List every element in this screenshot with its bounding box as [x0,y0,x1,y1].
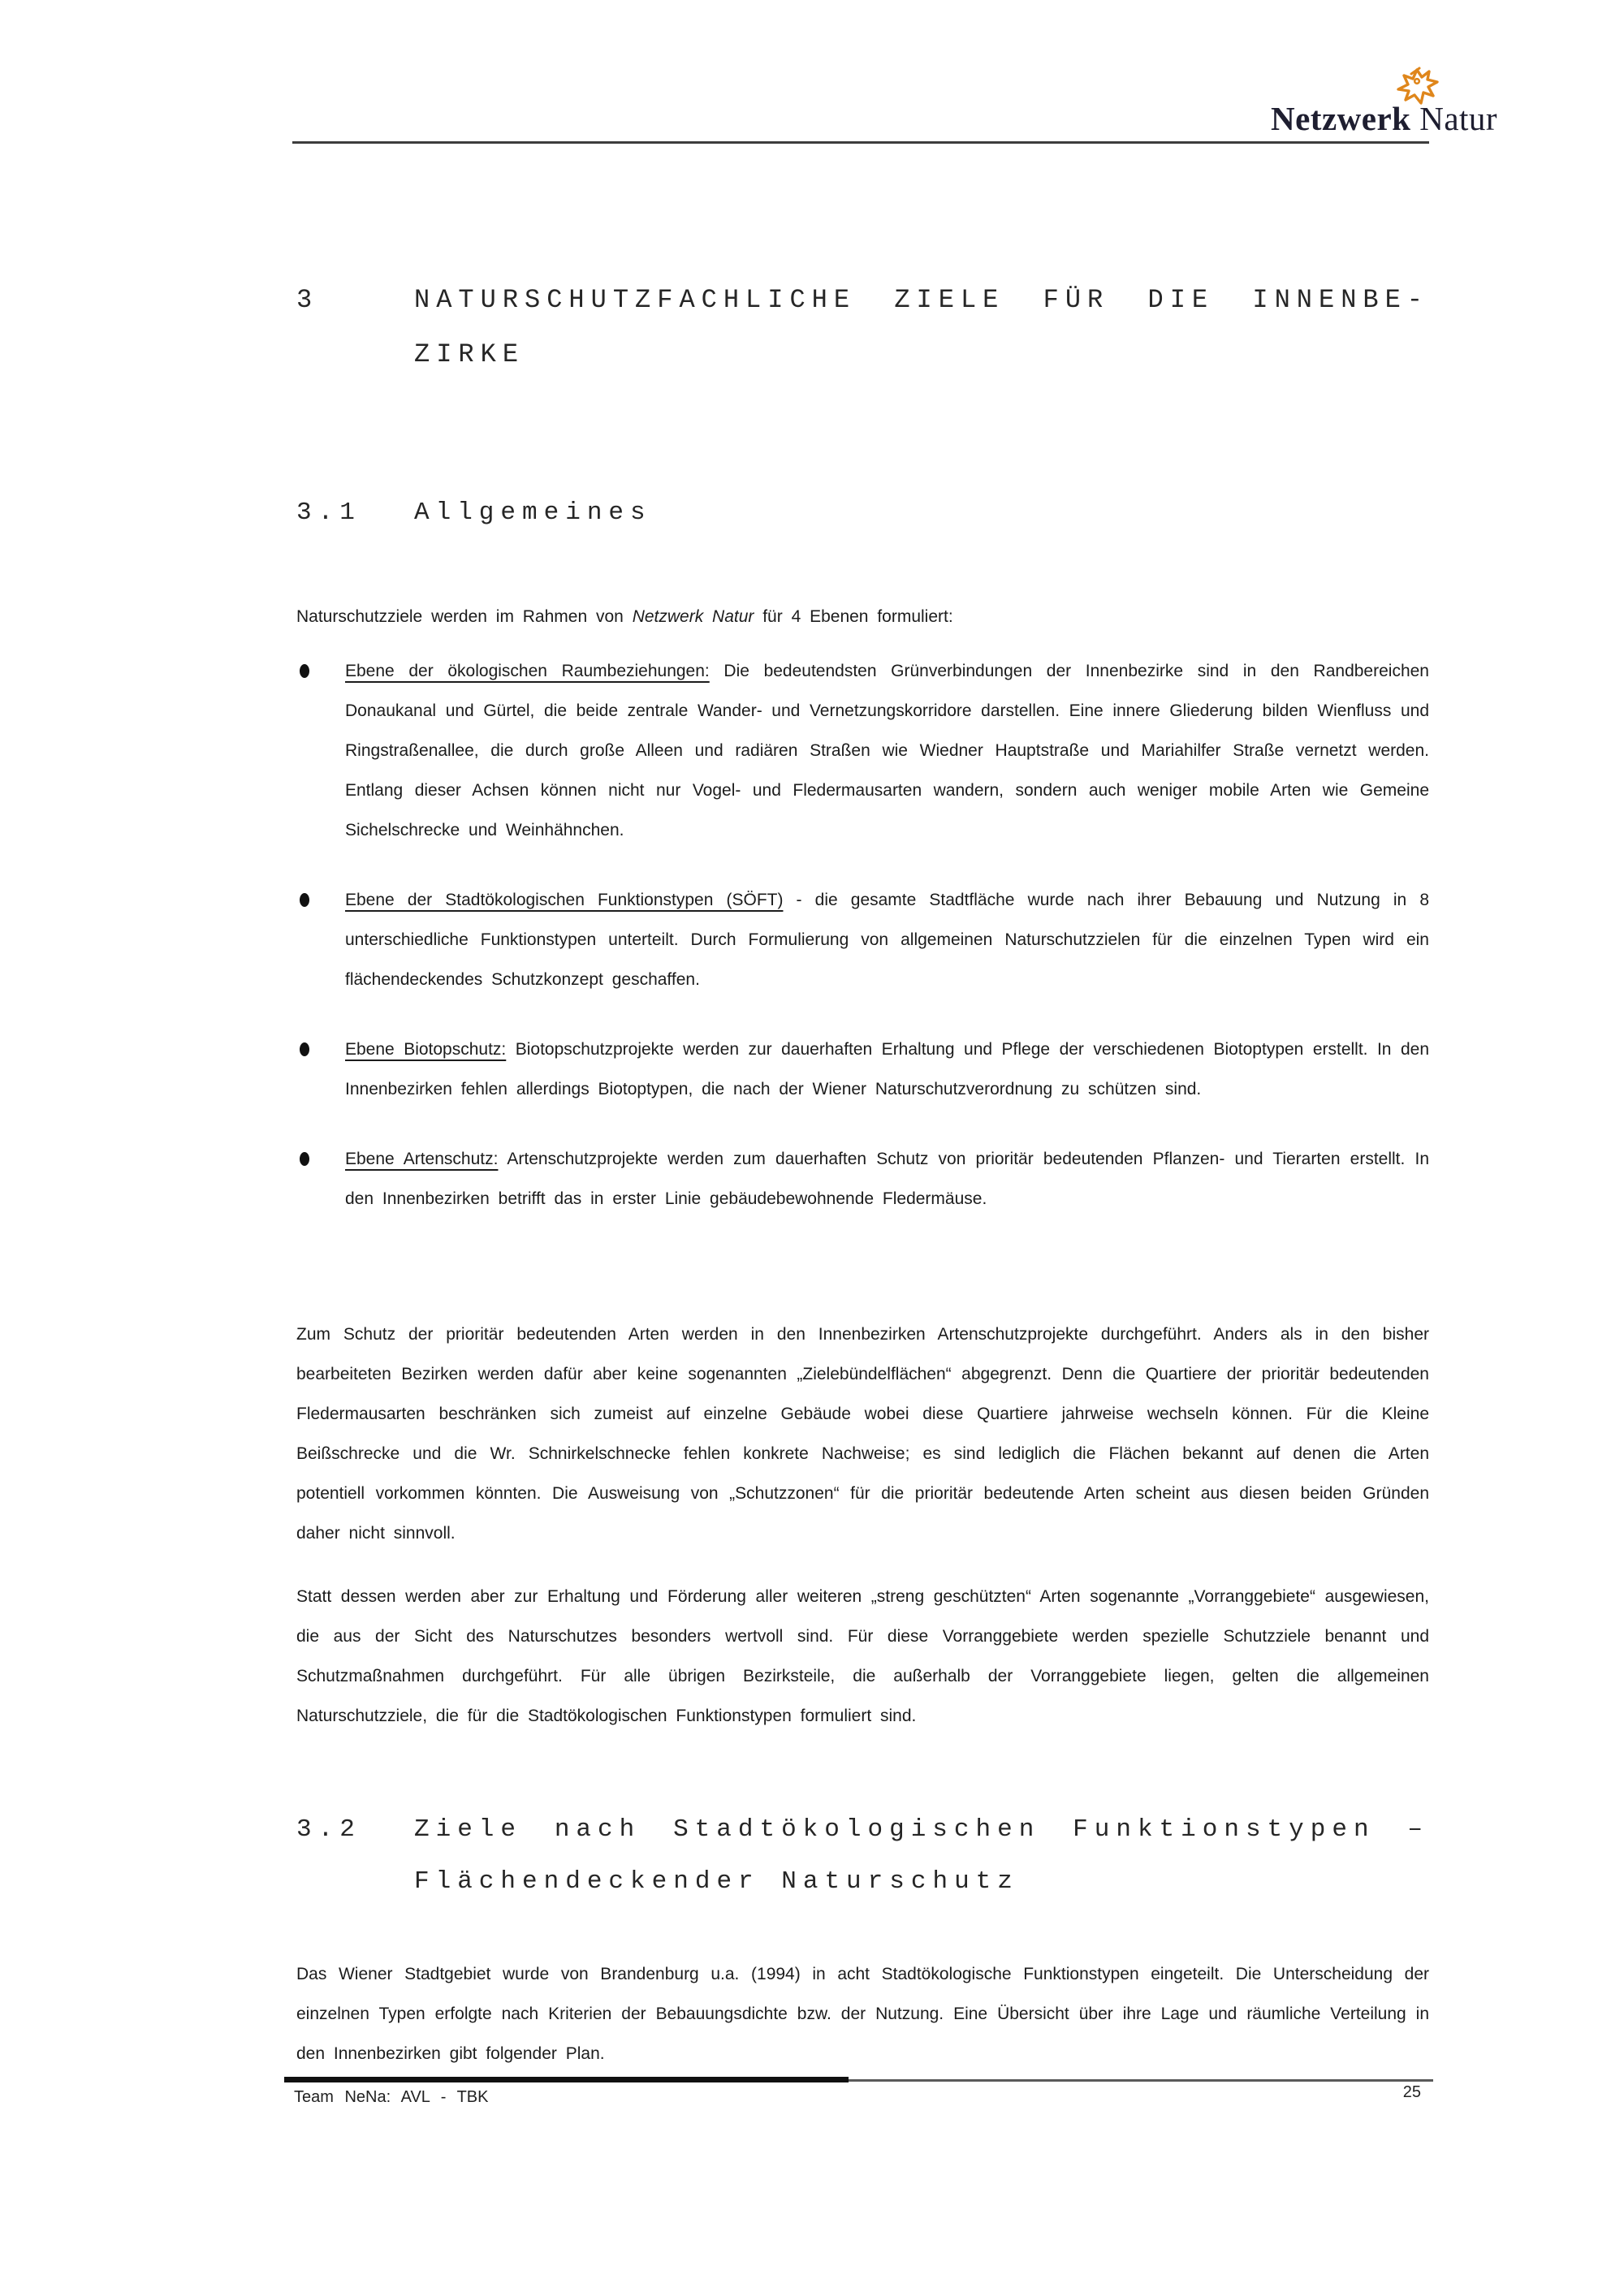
footer-rule-thick [284,2077,849,2082]
body-paragraph-stadtgebiet: Das Wiener Stadtgebiet wurde von Brandenburg u.a. (1994) in acht Stadtökologische Funktionstypen eingeteilt. Die Unterscheidung der einzelnen Typen erfolgte nach Kriterien der Bebauungsdichte bzw. der Nutzung. Eine Übersicht über ihre Lage und räumliche Verteilung in den Innenbezirken gibt folgender Plan. [296,1965,1429,2063]
bullet-dot-icon [300,1152,309,1166]
section-32-title-line1: Ziele nach Stadtökologischen Funktionstypen – [414,1815,1429,1844]
bullet-text-biotopschutz [345,1029,1429,1109]
intro-paragraph [296,597,1429,637]
section-31-heading [296,497,1429,529]
intro-emphasis-netzwerk-natur: Netzwerk Natur [632,607,754,626]
chapter-title-line2: ZIRKE [414,339,525,369]
list-item [296,651,1429,850]
intro-text-pre: Naturschutzziele werden im Rahmen von [296,607,633,626]
section-32-number: 3.2 [296,1815,361,1844]
bullet-label: Ebene Biotopschutz: [345,1040,507,1059]
list-item [296,880,1429,999]
bullet-text-raumbeziehungen [345,651,1429,850]
chapter-heading [296,273,1429,382]
chapter-number: 3 [296,285,319,315]
body-paragraph-vorranggebiete: Statt dessen werden aber zur Erhaltung und Förderung aller weiteren „streng geschützten“ Arten sogenannte „Vorranggebiete“ ausgewiesen, die aus der Sicht des Naturschutzes besonders wertvoll sind. Für diese Vorranggebiete werden spezielle Schutzziele benannt und Schutzmaßnahmen durchgeführt. Für alle übrigen Bezirksteile, die außerhalb der Vorranggebiete liegen, gelten die allgemeinen Naturschutzziele, die für die Stadtökologischen Funktionstypen formuliert sind. [296,1587,1429,1725]
page-number: 25 [1402,2083,1421,2101]
logo-word-natur: Natur [1419,100,1498,137]
bullet-label: Ebene Artenschutz: [345,1150,499,1168]
level-bullet-list [296,651,1429,1249]
intro-text-post: für 4 Ebenen formuliert: [754,607,953,626]
bullet-text: Die bedeutendsten Grünverbindungen der Innenbezirke sind in den Randbereichen Donaukanal und Gürtel, die beide zentrale Wander- und Vernetzungskorridore darstellen. Eine innere Gliederung bilden Wienfluss und Ringstraßenallee, die durch große Alleen und radiären Straßen wie Wiedner Hauptstraße und Mariahilfer Straße vernetzt werden. Entlang dieser Achsen können nicht nur Vogel- und Fledermausarten wandern, sondern auch weniger mobile Arten wie Gemeine Sichelschrecke und Weinhähnchen. [345,662,1429,839]
bullet-marker [296,880,345,999]
bullet-marker [296,1139,345,1219]
bullet-marker [296,651,345,850]
header-rule [292,141,1429,144]
bullet-text: Artenschutzprojekte werden zum dauerhaften Schutz von prioritär bedeutenden Pflanzen- und Tierarten erstellt. In den Innenbezirken betrifft das in erster Linie gebäudebewohnende Fledermäuse. [345,1150,1430,1208]
section-31-title: Allgemeines [414,498,652,527]
bullet-text-funktionstypen [345,880,1429,999]
bullet-text: - die gesamte Stadtfläche wurde nach ihrer Bebauung und Nutzung in 8 unterschiedliche Funktionstypen unterteilt. Durch Formulierung von allgemeinen Naturschutzzielen für die einzelnen Typen wird ein flächendeckendes Schutzkonzept geschaffen. [345,891,1429,989]
bullet-label: Ebene der Stadtökologischen Funktionstypen (SÖFT) [345,891,784,909]
bullet-dot-icon [300,664,309,678]
section-32-heading [296,1804,1429,1908]
body-paragraph-artenschutzprojekte: Zum Schutz der prioritär bedeutenden Arten werden in den Innenbezirken Artenschutzprojekte durchgeführt. Anders als in den bisher bearbeiteten Bezirken werden dafür aber keine sogenannten „Zielebündelflächen“ abgegrenzt. Denn die Quartiere der prioritär bedeutenden Fledermausarten beschränken sich zumeist auf einzelne Gebäude wobei diese Quartiere jahrweise wechseln können. Für die Kleine Beißschrecke und die Wr. Schnirkelschnecke fehlen konkrete Nachweise; es sind lediglich die Flächen bekannt auf denen die Arten potentiell vorkommen könnten. Die Ausweisung von „Schutzzonen“ für die prioritär bedeutende Arten scheint aus diesen beiden Gründen daher nicht sinnvoll. [296,1325,1429,1543]
list-item [296,1029,1429,1109]
logo-word-netzwerk: Netzwerk [1271,100,1411,137]
bullet-marker [296,1029,345,1109]
bullet-dot-icon [300,1042,309,1056]
bullet-dot-icon [300,893,309,907]
logo-netzwerk-natur [1271,99,1497,138]
section-32-title-line2: Flächendeckender Naturschutz [414,1867,1019,1896]
bullet-text: Biotopschutzprojekte werden zur dauerhaften Erhaltung und Pflege der verschiedenen Biotoptypen erstellt. In den Innenbezirken fehlen allerdings Biotoptypen, die nach der Wiener Naturschutzverordnung zu schützen sind. [345,1040,1429,1098]
footer-team-label: Team NeNa: AVL - TBK [294,2088,489,2106]
section-31-number: 3.1 [296,498,361,527]
bullet-text-artenschutz [345,1139,1429,1219]
chapter-title-line1: NATURSCHUTZFACHLICHE ZIELE FÜR DIE INNENBE- [414,285,1429,315]
list-item [296,1139,1429,1219]
bullet-label: Ebene der ökologischen Raumbeziehungen: [345,662,710,680]
